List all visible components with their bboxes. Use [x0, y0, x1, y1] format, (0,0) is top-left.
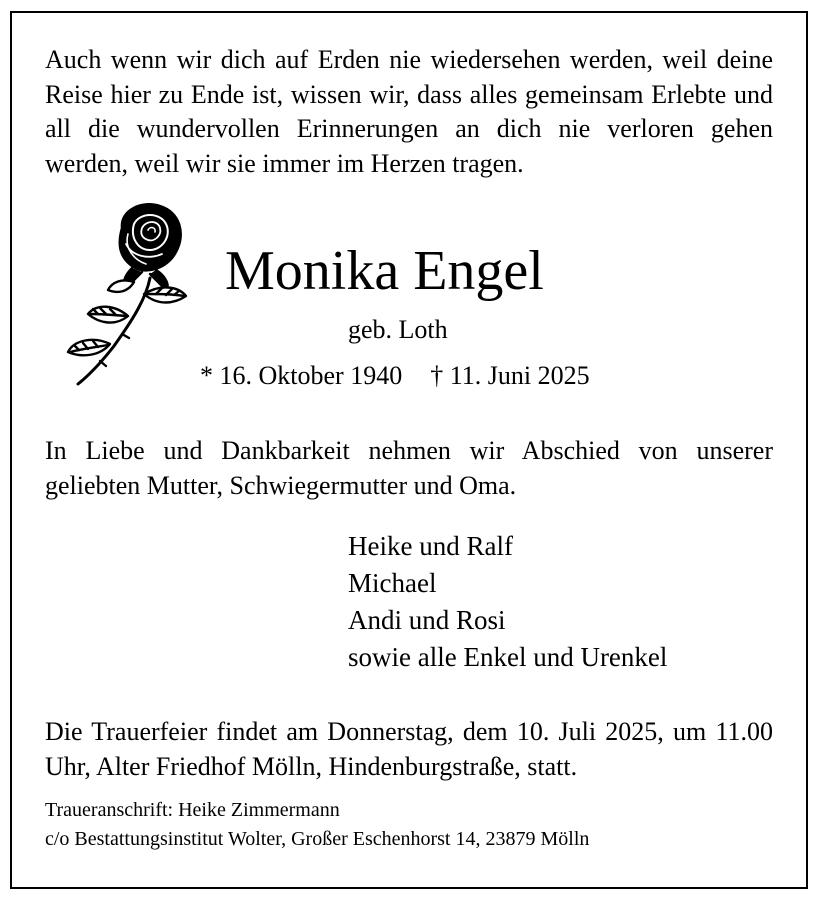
maiden-name: geb. Loth [348, 315, 448, 344]
family-member: Michael [348, 568, 437, 598]
birth-date: * 16. Oktober 1940 [200, 361, 403, 390]
address-line: Traueranschrift: Heike Zimmermann [45, 799, 340, 821]
death-date: † 11. Juni 2025 [430, 361, 590, 390]
family-member: Heike und Ralf [348, 531, 513, 561]
farewell-text: In Liebe und Dankbarkeit nehmen wir Abschied von unserer geliebten Mutter, Schwiegermutter und Oma. [45, 436, 773, 500]
address-line: c/o Bestattungsinstitut Wolter, Großer Eschenhorst 14, 23879 Mölln [45, 828, 590, 850]
rose-icon [62, 198, 192, 388]
family-member: Andi und Rosi [348, 605, 506, 635]
life-dates [200, 359, 590, 393]
intro-text: Auch wenn wir dich auf Erden nie wiedersehen werden, weil deine Reise hier zu Ende ist, wissen wir, dass alles gemeinsam Erlebte und all die wundervollen Erinnerungen an dich nie verloren gehen werden, weil wir sie immer im Herzen tragen. [45, 45, 773, 178]
deceased-name: Monika Engel [225, 240, 544, 302]
mourning-address [45, 796, 589, 854]
funeral-text: Die Trauerfeier findet am Donnerstag, dem 10. Juli 2025, um 11.00 Uhr, Alter Friedhof Mölln, Hindenburgstraße, statt. [45, 717, 773, 781]
family-list [348, 528, 667, 676]
family-member: sowie alle Enkel und Urenkel [348, 642, 668, 672]
